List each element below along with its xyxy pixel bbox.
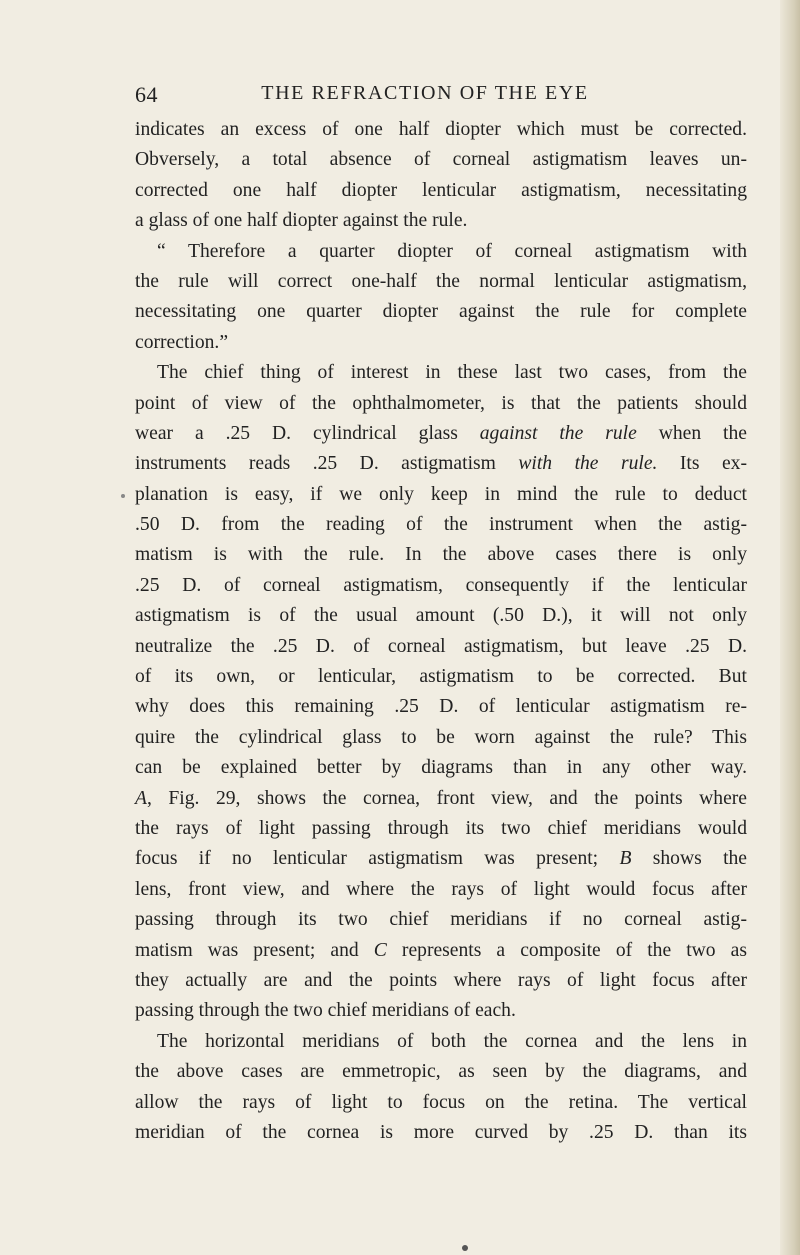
text-segment: Obversely, a total absence of corneal astigmatism leaves un-: [135, 149, 747, 171]
text-line: [135, 601, 747, 631]
text-segment: lens, front view, and where the rays of light would focus after: [135, 878, 747, 900]
text-segment: Its ex-: [657, 453, 747, 475]
text-segment: wear a .25 D. cylindrical glass: [135, 422, 480, 444]
text-line: [135, 905, 747, 935]
margin-speck: [121, 494, 125, 498]
page-edge-shadow: [780, 0, 800, 1255]
text-segment: focus if no lenticular astigmatism was present;: [135, 848, 620, 870]
italic-text-segment: B: [619, 848, 632, 870]
text-segment: quire the cylindrical glass to be worn against the rule? This: [135, 726, 747, 748]
text-line: [135, 206, 747, 236]
body-text: [135, 115, 747, 1148]
text-line: [135, 297, 747, 327]
running-head: THE REFRACTION OF THE EYE: [261, 82, 589, 104]
text-segment: meridian of the cornea is more curved by .25 D. than its: [135, 1121, 747, 1143]
text-segment: the above cases are emmetropic, as seen by the diagrams, and: [135, 1061, 747, 1083]
text-segment: shows the: [631, 848, 748, 870]
text-segment: passing through its two chief meridians if no corneal astig-: [135, 909, 747, 931]
text-segment: astigmatism is of the usual amount (.50 D.), it will not only: [135, 605, 747, 627]
text-segment: matism is with the rule. In the above cases there is only: [135, 544, 747, 566]
ink-speck: [462, 1245, 468, 1251]
text-line: [135, 571, 747, 601]
text-line: [135, 936, 747, 966]
text-segment: represents a composite of the two as: [386, 939, 748, 961]
text-segment: why does this remaining .25 D. of lenticular astigmatism re-: [135, 696, 747, 718]
text-segment: the rule will correct one-half the normal lenticular astigmatism,: [135, 270, 747, 292]
text-line: [135, 449, 747, 479]
text-segment: planation is easy, if we only keep in mind the rule to deduct: [135, 483, 747, 505]
italic-text-segment: C: [373, 939, 387, 961]
page-number: 64: [135, 82, 158, 107]
text-line: [135, 784, 747, 814]
text-line: [135, 510, 747, 540]
text-segment: The chief thing of interest in these last two cases, from the: [157, 362, 747, 384]
text-segment: of its own, or lenticular, astigmatism to be corrected. But: [135, 666, 747, 688]
text-line: [135, 1088, 747, 1118]
text-line: [135, 540, 747, 570]
text-line: [135, 115, 747, 145]
text-segment: The horizontal meridians of both the cornea and the lens in: [157, 1030, 747, 1052]
text-line: [135, 480, 747, 510]
text-segment: passing through the two chief meridians of each.: [135, 1000, 516, 1022]
text-line: [135, 145, 747, 175]
text-segment: a glass of one half diopter against the rule.: [135, 210, 468, 232]
text-line: [135, 844, 747, 874]
text-line: [135, 237, 747, 267]
text-segment: when the: [636, 422, 747, 444]
text-segment: they actually are and the points where rays of light focus after: [135, 969, 747, 991]
italic-text-segment: with the rule.: [518, 453, 658, 475]
text-line: [135, 1027, 747, 1057]
text-segment: matism was present; and: [135, 939, 374, 961]
text-segment: can be explained better by diagrams than in any other way.: [135, 757, 747, 779]
text-line: [135, 632, 747, 662]
text-line: [135, 692, 747, 722]
text-line: [135, 996, 747, 1026]
text-segment: necessitating one quarter diopter against the rule for complete: [135, 301, 747, 323]
text-line: [135, 328, 747, 358]
text-segment: point of view of the ophthalmometer, is that the patients should: [135, 392, 747, 414]
text-segment: instruments reads .25 D. astigmatism: [135, 453, 519, 475]
text-segment: .25 D. of corneal astigmatism, consequently if the lenticular: [135, 574, 747, 596]
text-segment: neutralize the .25 D. of corneal astigmatism, but leave .25 D.: [135, 635, 747, 657]
page-header: [135, 82, 695, 112]
text-line: [135, 389, 747, 419]
text-segment: correction.”: [135, 331, 229, 353]
text-line: [135, 1057, 747, 1087]
text-line: [135, 814, 747, 844]
text-segment: “ Therefore a quarter diopter of corneal astigmatism with: [157, 240, 747, 262]
text-line: [135, 1118, 747, 1148]
text-line: [135, 966, 747, 996]
italic-text-segment: against the rule: [479, 422, 637, 444]
text-segment: corrected one half diopter lenticular astigmatism, necessitating: [135, 179, 747, 201]
text-line: [135, 176, 747, 206]
text-line: [135, 358, 747, 388]
text-line: [135, 267, 747, 297]
text-line: [135, 419, 747, 449]
italic-text-segment: A: [135, 787, 147, 809]
text-line: [135, 723, 747, 753]
text-segment: .50 D. from the reading of the instrument when the astig-: [135, 514, 747, 536]
text-segment: indicates an excess of one half diopter which must be corrected.: [135, 119, 747, 140]
text-line: [135, 875, 747, 905]
text-segment: , Fig. 29, shows the cornea, front view, and the points where: [146, 787, 747, 809]
text-line: [135, 662, 747, 692]
text-segment: allow the rays of light to focus on the retina. The vertical: [135, 1091, 747, 1113]
text-segment: the rays of light passing through its two chief meridians would: [135, 817, 747, 839]
text-line: [135, 753, 747, 783]
